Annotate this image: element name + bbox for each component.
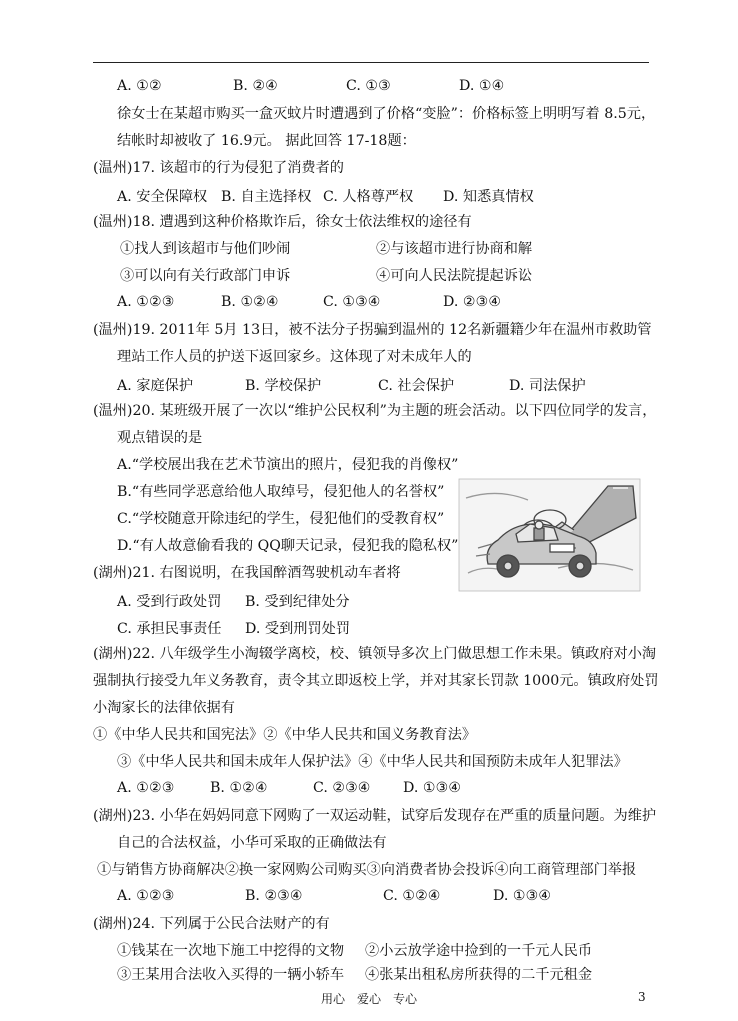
q18-choice-3: ③可以向有关行政部门申诉 bbox=[120, 268, 291, 284]
question-20-line-2: 观点错误的是 bbox=[117, 430, 203, 446]
option-q18-b: B. ①②④ bbox=[221, 294, 279, 310]
q22-choices-3-4: ③《中华人民共和国未成年人保护法》④《中华人民共和国预防未成年人犯罪法》 bbox=[117, 754, 628, 770]
question-23-line-2: 自己的合法权益，小华可采取的正确做法有 bbox=[117, 835, 387, 851]
q18-choice-4: ④可向人民法院提起诉讼 bbox=[376, 268, 533, 284]
option-q17-a: A. 安全保障权 bbox=[117, 189, 208, 205]
question-18: (温州)18. 遭遇到这种价格欺诈后，徐女士依法维权的途径有 bbox=[93, 214, 472, 230]
drunk-driving-handcuff-car-illustration bbox=[459, 479, 640, 591]
option-q20-d: D.“有人故意偷看我的 QQ聊天记录，侵犯我的隐私权” bbox=[117, 538, 459, 554]
question-19-line-1: (温州)19. 2011年 5月 13日，被不法分子拐骗到温州的 12名新疆籍少年在温州市救助管 bbox=[93, 322, 652, 338]
q23-choices: ①与销售方协商解决②换一家网购公司购买③向消费者协会投诉④向工商管理部门举报 bbox=[97, 862, 637, 878]
option-q19-c: C. 社会保护 bbox=[378, 378, 455, 394]
option-q20-b: B.“有些同学恶意给他人取绰号，侵犯他人的名誉权” bbox=[117, 484, 445, 500]
q18-choice-1: ①找人到该超市与他们吵闹 bbox=[120, 241, 291, 257]
option-q16-d: D. ①④ bbox=[459, 78, 505, 94]
option-q18-c: C. ①③④ bbox=[323, 294, 381, 310]
option-q21-a: A. 受到行政处罚 bbox=[117, 594, 222, 610]
option-q21-d: D. 受到刑罚处罚 bbox=[245, 621, 351, 637]
option-q16-c: C. ①③ bbox=[346, 78, 391, 94]
option-q18-a: A. ①②③ bbox=[117, 294, 175, 310]
option-q20-c: C.“学校随意开除违纪的学生，侵犯他们的受教育权” bbox=[117, 511, 445, 527]
passage-line-1: 徐女士在某超市购买一盒灭蚊片时遭遇到了价格“变脸”：价格标签上明明写着 8.5元， bbox=[117, 106, 656, 122]
drunk-driving-illustration bbox=[458, 478, 641, 592]
question-20-line-1: (温州)20. 某班级开展了一次以“维护公民权利”为主题的班会活动。以下四位同学的发言， bbox=[93, 403, 657, 419]
option-q22-d: D. ①③④ bbox=[403, 780, 462, 796]
question-22-line-3: 小淘家长的法律依据有 bbox=[93, 700, 235, 716]
page-footer: 用心 爱心 专心 bbox=[320, 992, 417, 1006]
option-q19-d: D. 司法保护 bbox=[509, 378, 586, 394]
option-q16-b: B. ②④ bbox=[233, 78, 278, 94]
question-22-line-2: 强制执行接受九年义务教育，责令其立即返校上学，并对其家长罚款 1000元。镇政府处罚 bbox=[93, 673, 659, 689]
option-q23-c: C. ①②④ bbox=[383, 888, 441, 904]
question-22-line-1: (湖州)22. 八年级学生小淘辍学离校，校、镇领导多次上门做思想工作未果。镇政府对小淘 bbox=[93, 646, 657, 662]
question-24: (湖州)24. 下列属于公民合法财产的有 bbox=[93, 916, 330, 932]
option-q16-a: A. ①② bbox=[117, 78, 162, 94]
option-q20-a: A.“学校展出我在艺术节演出的照片，侵犯我的肖像权” bbox=[117, 457, 459, 473]
header-rule bbox=[93, 62, 649, 63]
option-q19-b: B. 学校保护 bbox=[245, 378, 322, 394]
q24-choice-4: ④张某出租私房所获得的二千元租金 bbox=[365, 967, 593, 983]
question-23-line-1: (湖州)23. 小华在妈妈同意下网购了一双运动鞋，试穿后发现存在严重的质量问题。为维护 bbox=[93, 808, 657, 824]
question-17: (温州)17. 该超市的行为侵犯了消费者的 bbox=[93, 160, 344, 176]
option-q22-c: C. ②③④ bbox=[313, 780, 371, 796]
question-19-line-2: 理站工作人员的护送下返回家乡。这体现了对未成年人的 bbox=[117, 349, 472, 365]
option-q17-c: C. 人格尊严权 bbox=[323, 189, 414, 205]
option-q22-a: A. ①②③ bbox=[117, 780, 175, 796]
q24-choice-1: ①钱某在一次地下施工中挖得的文物 bbox=[117, 943, 345, 959]
question-21: (湖州)21. 右图说明，在我国醉酒驾驶机动车者将 bbox=[93, 565, 401, 581]
option-q17-b: B. 自主选择权 bbox=[221, 189, 312, 205]
option-q21-c: C. 承担民事责任 bbox=[117, 621, 222, 637]
q22-choices-1-2: ①《中华人民共和国宪法》②《中华人民共和国义务教育法》 bbox=[93, 727, 477, 743]
option-q22-b: B. ①②④ bbox=[210, 780, 268, 796]
option-q23-d: D. ①③④ bbox=[493, 888, 552, 904]
option-q23-a: A. ①②③ bbox=[117, 888, 175, 904]
q18-choice-2: ②与该超市进行协商和解 bbox=[376, 241, 533, 257]
option-q18-d: D. ②③④ bbox=[443, 294, 502, 310]
option-q21-b: B. 受到纪律处分 bbox=[245, 594, 350, 610]
q24-choice-3: ③王某用合法收入买得的一辆小轿车 bbox=[117, 967, 345, 983]
option-q23-b: B. ②③④ bbox=[245, 888, 303, 904]
option-q17-d: D. 知悉真情权 bbox=[443, 189, 534, 205]
q24-choice-2: ②小云放学途中捡到的一千元人民币 bbox=[365, 943, 593, 959]
option-q19-a: A. 家庭保护 bbox=[117, 378, 194, 394]
page-number: 3 bbox=[638, 990, 646, 1004]
passage-line-2: 结帐时却被收了 16.9元。 据此回答 17-18题： bbox=[117, 133, 416, 149]
